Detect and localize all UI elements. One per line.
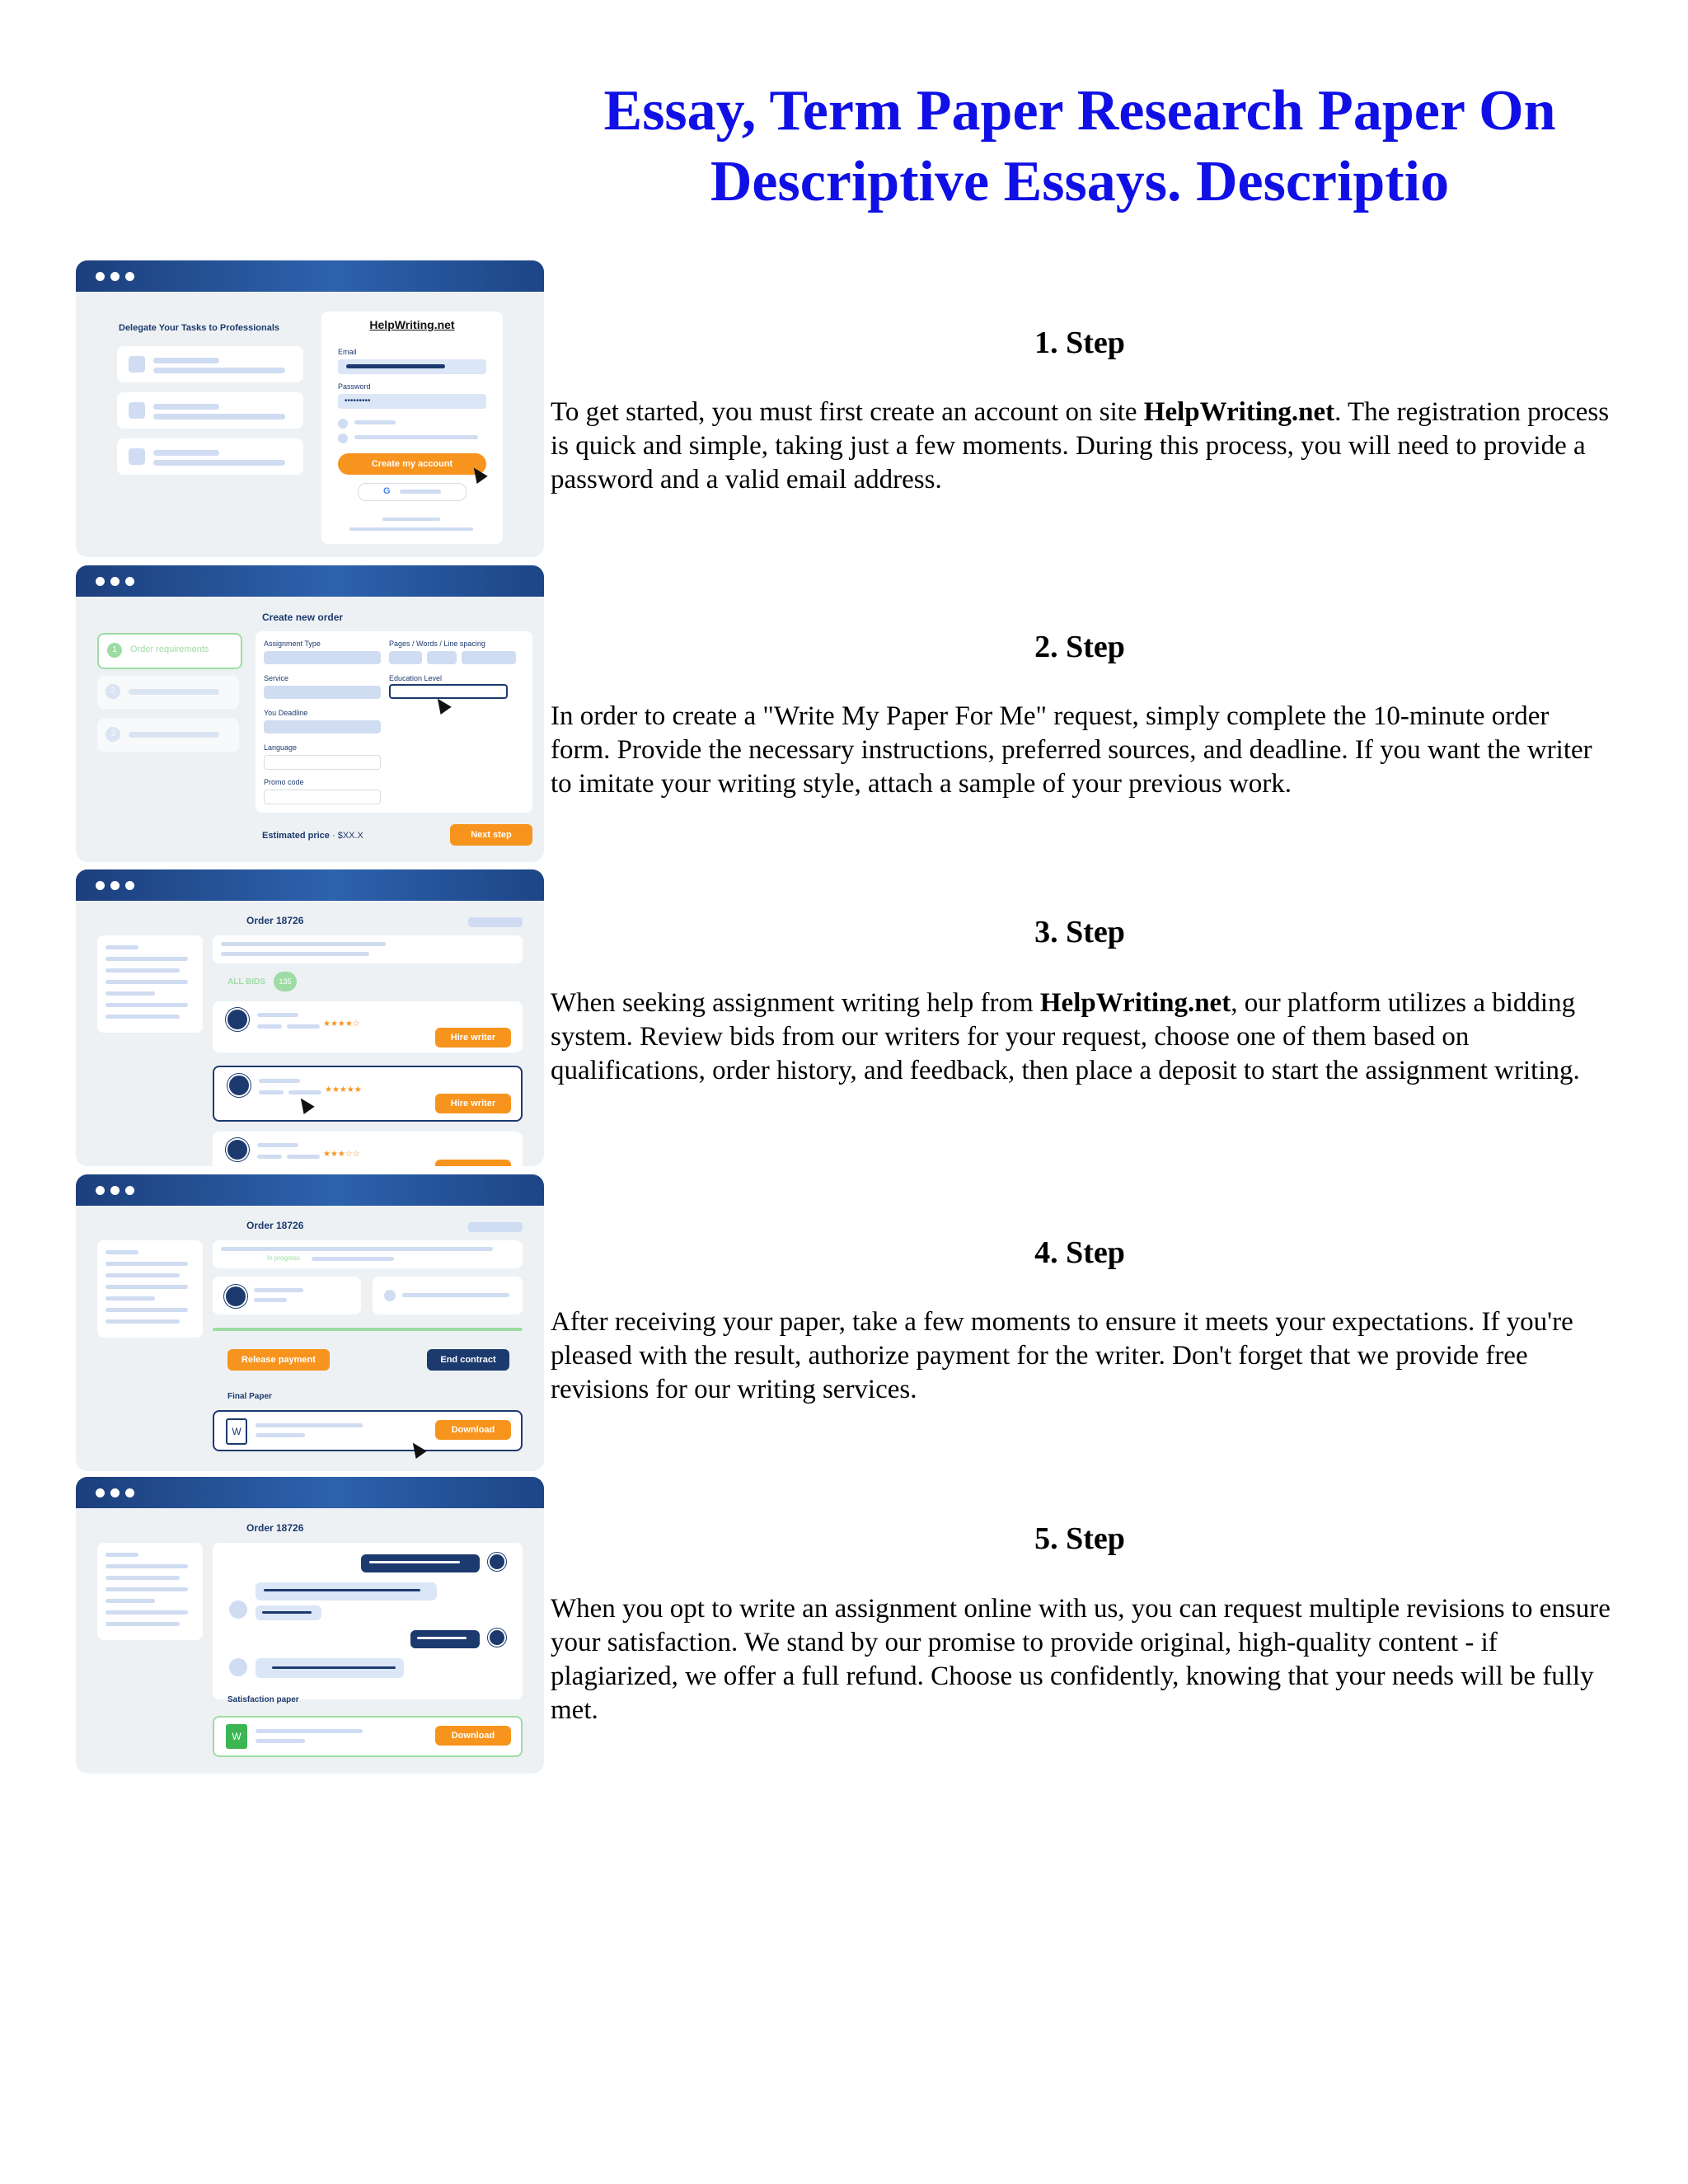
writer-avatar-icon <box>226 1138 249 1161</box>
promo-input[interactable] <box>264 790 381 804</box>
google-signin-button[interactable] <box>358 483 467 501</box>
writer-avatar-icon <box>229 1658 247 1676</box>
satisfaction-paper-card <box>213 1716 523 1757</box>
window-dot-icon <box>96 272 105 281</box>
rating-stars: ★★★☆☆ <box>323 1150 360 1159</box>
release-payment-button[interactable]: Release payment <box>227 1349 330 1371</box>
end-contract-button[interactable]: End contract <box>427 1349 509 1371</box>
step-5-heading: 5. Step <box>1034 1521 1125 1556</box>
status-label: In progress <box>267 1254 301 1262</box>
password-input[interactable]: ••••••••• <box>338 394 486 409</box>
password-label: Password <box>338 382 371 391</box>
window-dot-icon <box>110 272 120 281</box>
task-card <box>117 346 303 382</box>
user-avatar-icon <box>488 1629 506 1647</box>
task-card <box>117 392 303 429</box>
window-titlebar <box>76 565 544 597</box>
step-label: Order requirements <box>130 644 209 654</box>
assignment-type-label: Assignment Type <box>264 640 321 648</box>
window-titlebar <box>76 260 544 292</box>
language-select[interactable] <box>264 755 381 770</box>
next-step-button[interactable]: Next step <box>450 824 532 846</box>
info-card <box>373 1277 523 1315</box>
download-button[interactable]: Download <box>435 1726 511 1746</box>
download-button[interactable]: Download <box>435 1420 511 1440</box>
window-dot-icon <box>125 577 134 586</box>
window-dot-icon <box>110 577 120 586</box>
step-4-heading: 4. Step <box>1034 1235 1125 1270</box>
google-icon: G <box>383 486 391 496</box>
document-icon: W <box>226 1418 247 1445</box>
screenshot-bids <box>76 869 544 1166</box>
step-4-text: After receiving your paper, take a few moments to ensure it meets your expectations. If you're pleased with the result, authorize payment for the writer. Don't forget that we provide free revisions for our writing services. <box>551 1307 1573 1404</box>
writer-avatar-icon <box>229 1601 247 1619</box>
step-2[interactable] <box>97 676 239 709</box>
step-3[interactable] <box>97 719 239 752</box>
window-dot-icon <box>96 1186 105 1195</box>
window-dot-icon <box>110 1488 120 1497</box>
pages-label: Pages / Words / Line spacing <box>389 640 485 648</box>
hire-writer-button[interactable]: Hire writer <box>435 1094 511 1113</box>
signup-form <box>321 312 503 544</box>
chat-bubble <box>361 1554 480 1572</box>
chat-panel <box>213 1543 523 1699</box>
step-3-text: When seeking assignment writing help from HelpWriting.net, our platform utilizes a bidding system. Review bids from our writers for your request, choose one of them based on qualifications, order history, and feedback, then place a deposit to start the assignment writing. <box>551 988 1580 1085</box>
window-titlebar <box>76 869 544 901</box>
delegate-heading: Delegate Your Tasks to Professionals <box>119 323 280 333</box>
email-label: Email <box>338 348 357 356</box>
order-summary <box>213 1240 523 1268</box>
chat-bubble <box>256 1582 437 1601</box>
final-paper-label: Final Paper <box>227 1392 272 1401</box>
brand-logo: HelpWriting.net <box>369 318 455 331</box>
hire-writer-button-partial[interactable] <box>435 1160 511 1166</box>
writer-avatar-icon <box>226 1008 249 1031</box>
bid-card <box>213 1001 523 1052</box>
promo-label: Promo code <box>264 778 304 786</box>
writer-avatar-icon <box>224 1285 247 1308</box>
user-avatar-icon <box>488 1553 506 1571</box>
sidebar <box>97 1240 203 1338</box>
bid-card-selected <box>213 1066 523 1122</box>
page-title: Essay, Term Paper Research Paper On Descriptive Essays. Descriptio <box>603 79 1556 213</box>
step-3-heading: 3. Step <box>1034 915 1125 949</box>
window-dot-icon <box>96 577 105 586</box>
window-dot-icon <box>110 881 120 890</box>
step-5-text: When you opt to write an assignment online with us, you can request multiple revisions to ensure your satisfaction. We stand by our promise to provide original, high-quality content - if plagiarized, we offer a full refund. Choose us confidently, knowing that your needs will be fully met. <box>551 1594 1611 1725</box>
window-dot-icon <box>96 1488 105 1497</box>
screenshot-final-paper <box>76 1174 544 1471</box>
language-label: Language <box>264 743 298 752</box>
window-dot-icon <box>125 1488 134 1497</box>
deadline-select[interactable] <box>264 720 381 733</box>
step-2-heading: 2. Step <box>1034 630 1125 664</box>
sidebar <box>97 1543 203 1640</box>
education-label: Education Level <box>389 674 443 682</box>
brand-name: HelpWriting.net <box>1143 397 1335 427</box>
pages-select[interactable] <box>389 651 422 664</box>
order-number: Order 18726 <box>246 915 304 926</box>
service-select[interactable] <box>264 686 381 699</box>
brand-name: HelpWriting.net <box>1039 988 1231 1018</box>
step-number: 3 <box>106 727 120 742</box>
step-1-heading: 1. Step <box>1034 326 1125 360</box>
window-dot-icon <box>96 881 105 890</box>
satisfaction-paper-label: Satisfaction paper <box>227 1695 299 1704</box>
rating-stars: ★★★★★ <box>325 1085 362 1094</box>
task-card <box>117 438 303 475</box>
step-2-text: In order to create a "Write My Paper For Me" request, simply complete the 10-minute order form. Provide the necessary instructions, preferred sources, and deadline. If you want the writer to imitate your writing style, attach a sample of your previous work. <box>551 701 1592 799</box>
sidebar <box>97 935 203 1033</box>
service-label: Service <box>264 674 289 682</box>
step-number: 2 <box>106 684 120 699</box>
window-dot-icon <box>125 272 134 281</box>
rating-stars: ★★★★☆ <box>323 1019 360 1029</box>
order-number: Order 18726 <box>246 1220 304 1231</box>
chat-bubble <box>256 1605 321 1620</box>
order-number: Order 18726 <box>246 1522 304 1534</box>
window-titlebar <box>76 1477 544 1508</box>
final-paper-card <box>213 1410 523 1451</box>
order-form-heading: Create new order <box>262 612 344 623</box>
education-select[interactable] <box>389 684 508 699</box>
all-bids-label: ALL BIDS <box>227 977 265 987</box>
progress-bar <box>213 1328 523 1331</box>
screenshot-account-signup <box>76 260 544 557</box>
window-dot-icon <box>125 881 134 890</box>
step-1-text: To get started, you must first create an account on site HelpWriting.net. The registration process is quick and simple, taking just a few moments. During this process, you will need to provide a password and a valid email address. <box>551 397 1610 494</box>
bid-card <box>213 1132 523 1166</box>
chat-bubble <box>256 1658 404 1678</box>
window-dot-icon <box>125 1186 134 1195</box>
window-dot-icon <box>110 1186 120 1195</box>
step-requirements[interactable] <box>97 633 242 669</box>
window-titlebar <box>76 1174 544 1206</box>
document-icon: W <box>226 1724 247 1749</box>
assignment-type-select[interactable] <box>264 651 381 664</box>
order-form-card <box>256 605 532 852</box>
hire-writer-button[interactable]: Hire writer <box>435 1028 511 1047</box>
writer-card <box>213 1277 361 1315</box>
bids-count-badge: 135 <box>274 972 297 991</box>
screenshot-revisions <box>76 1477 544 1774</box>
estimated-price: Estimated price · $XX.X <box>262 831 363 841</box>
deadline-label: You Deadline <box>264 709 308 717</box>
order-summary <box>213 935 523 963</box>
writer-avatar-icon <box>227 1074 251 1097</box>
chat-bubble <box>410 1630 480 1648</box>
step-number: 1 <box>107 643 122 658</box>
screenshot-order-form <box>76 565 544 862</box>
create-account-button[interactable]: Create my account <box>338 453 486 475</box>
